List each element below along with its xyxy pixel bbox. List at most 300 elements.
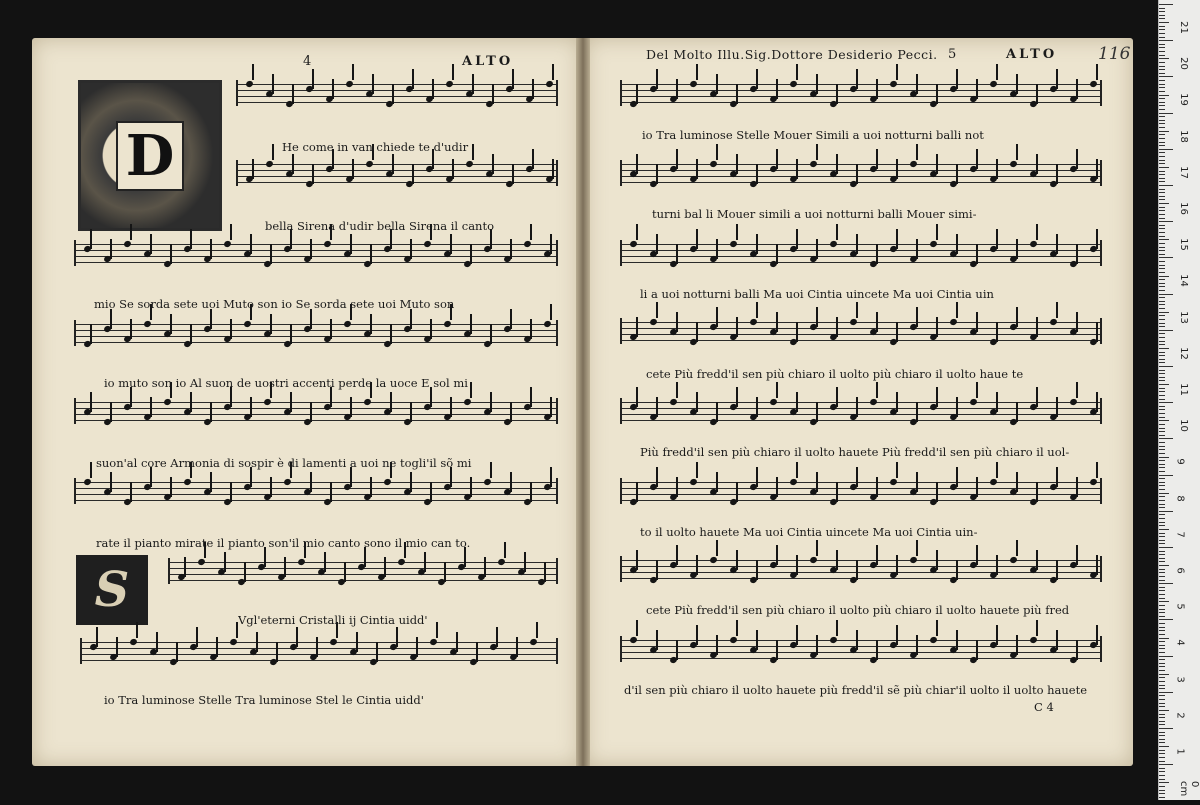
note-stem [656,164,658,184]
note-stem [796,392,798,412]
note-stem [856,234,858,254]
note-stem [290,324,292,344]
note-stem [90,324,92,344]
note-stem [230,319,232,339]
note-stem [1016,472,1018,492]
ruler-tick [1159,221,1173,222]
note-stem [396,627,398,647]
ruler-label: 2 [1174,712,1186,719]
note-stem [996,229,998,249]
ruler-tick [1159,511,1173,512]
note-head [323,240,332,248]
lyric-line: bella Sirena d'udir bella Sirena il canto [265,219,495,233]
note-stem [110,472,112,492]
initial-d-letter: D [116,121,185,191]
ruler-tick [1159,228,1165,229]
note-stem [716,472,718,492]
note-head [1009,160,1018,168]
note-head [523,240,532,248]
note-stem [530,319,532,339]
note-stem [716,635,718,655]
ruler-tick [1159,127,1165,128]
note-stem [352,64,354,80]
note-stem [90,229,92,249]
ruler-tick [1159,728,1173,729]
note-stem [976,149,978,169]
note-stem [1096,159,1098,179]
note-stem [510,309,512,329]
note-stem [696,64,698,80]
note-stem [470,314,472,334]
ruler-tick [1159,641,1165,642]
ruler-tick [1159,453,1165,454]
note-stem [676,244,678,264]
note-stem [836,482,838,502]
note-stem [110,239,112,259]
ruler-tick [1159,547,1173,548]
signature-mark: C 4 [1034,700,1054,714]
ruler-tick [1159,319,1165,320]
ruler-label: 8 [1174,494,1186,502]
ruler-tick [1159,225,1165,226]
note-stem [1096,322,1098,342]
note-stem [856,467,858,487]
note-stem [1076,79,1078,99]
ruler-tick [1159,160,1165,161]
note-head [889,478,898,486]
note-stem [250,397,252,417]
ruler-tick [1159,525,1165,526]
note-head [989,80,998,88]
ruler-tick [1159,51,1165,52]
note-head [463,398,472,406]
note-stem [956,397,958,417]
note-stem [1036,84,1038,104]
note-head [545,80,554,88]
ruler-label: 14 [1177,274,1189,288]
ruler-tick [1159,95,1169,96]
ruler-tick [1159,663,1165,664]
lyric-line: mio Se sorda sete uoi Muto son io Se sorda sete uoi Muto son [94,297,455,311]
note-stem [444,562,446,582]
note-head [929,240,938,248]
note-stem [636,482,638,502]
ruler-tick [1159,178,1165,179]
ruler-tick [1159,482,1165,483]
ruler-tick [1159,109,1165,110]
lyric-line: cete Più fredd'il sen più chiaro il uolto più chiaro il uolto haue te [646,367,1024,381]
note-stem [1076,382,1078,398]
note-stem [216,637,218,657]
ruler-tick [1159,123,1165,124]
ruler-tick [1159,659,1165,660]
ruler-tick [1159,272,1165,273]
ruler-tick [1159,359,1165,360]
decorated-initial-s: S [76,555,148,625]
ruler-tick [1159,105,1165,106]
ruler-tick [1159,312,1169,313]
note-stem [756,69,758,89]
note-stem [450,397,452,417]
lyric-line: io Tra luminose Stelle Mouer Simili a uoi notturni balli not [642,128,984,142]
note-stem [716,307,718,327]
note-stem [896,64,898,80]
right-page-header: Del Molto Illu.Sig.Dottore Desiderio Pecci. [646,47,938,62]
right-voice-label: ALTO [1006,47,1058,62]
note-stem [516,637,518,657]
note-head [1089,80,1098,88]
note-stem [876,640,878,660]
note-stem [736,224,738,240]
ruler-tick [1159,699,1165,700]
ruler-tick [1159,587,1165,588]
note-head [229,638,238,646]
note-head [769,398,778,406]
note-stem [656,69,658,89]
note-stem [896,159,898,179]
note-stem [410,239,412,259]
note-head [949,318,958,326]
ruler-tick [1159,561,1165,562]
note-stem [310,309,312,329]
note-stem [816,144,818,160]
note-stem [230,224,232,240]
note-stem [432,79,434,99]
note-stem [636,387,638,407]
ruler-tick [1159,786,1165,787]
note-stem [1096,229,1098,249]
ruler-tick [1159,424,1165,425]
ruler-tick [1159,373,1165,374]
ruler-label: 6 [1174,567,1186,574]
note-stem [876,382,878,398]
ruler-tick [1159,4,1173,5]
note-stem [856,397,858,417]
note-stem [456,632,458,652]
note-stem [856,302,858,318]
ruler-tick [1159,648,1165,649]
note-stem [476,642,478,662]
staff [168,558,558,584]
ruler-tick [1159,623,1165,624]
ruler-tick [1159,399,1165,400]
note-stem [510,402,512,422]
note-stem [676,312,678,332]
ruler-tick [1159,243,1165,244]
note-head [243,320,252,328]
ruler-tick [1159,565,1169,566]
staff [236,80,558,106]
ruler-tick [1159,26,1165,27]
note-stem [776,545,778,565]
note-stem [224,552,226,572]
note-head [789,80,798,88]
note-stem [136,622,138,638]
ruler-tick [1159,685,1165,686]
ruler-tick [1159,171,1165,172]
note-stem [550,467,552,487]
ruler-tick [1159,18,1165,19]
note-stem [776,640,778,660]
note-stem [130,319,132,339]
note-stem [1016,635,1018,655]
ruler-label: 10 [1177,419,1189,433]
ruler-tick [1159,391,1165,392]
note-stem [1016,307,1018,327]
note-stem [490,324,492,344]
ruler-tick [1159,471,1165,472]
note-stem [736,84,738,104]
ruler-tick [1159,185,1173,186]
note-head [809,160,818,168]
note-stem [936,224,938,240]
note-stem [716,144,718,160]
note-stem [656,234,658,254]
note-stem [1056,630,1058,650]
note-stem [636,550,638,570]
note-stem [656,302,658,318]
note-stem [816,472,818,492]
ruler-tick [1159,102,1165,103]
ruler-tick [1159,417,1165,418]
staff [620,636,1102,662]
note-stem [384,557,386,577]
ruler-tick [1159,315,1165,316]
note-stem [1016,239,1018,259]
lyric-line: li a uoi notturni balli Ma uoi Cintia uincete Ma uoi Cintia uin [640,287,994,301]
note-stem [292,154,294,174]
note-head [83,478,92,486]
note-stem [1076,640,1078,660]
note-head [729,636,738,644]
note-stem [856,69,858,89]
note-head [283,478,292,486]
note-stem [210,239,212,259]
ruler-tick [1159,344,1165,345]
ruler-tick [1159,409,1165,410]
note-stem [796,555,798,575]
note-head [543,320,552,328]
note-stem [1096,625,1098,645]
ruler-label: 7 [1174,531,1186,538]
note-stem [936,550,938,570]
note-stem [936,317,938,337]
ruler-label: 5 [1174,603,1186,610]
ruler-tick [1159,174,1165,175]
note-stem [836,154,838,174]
note-stem [550,397,552,417]
note-stem [410,402,412,422]
note-stem [130,224,132,240]
ruler-tick [1159,145,1165,146]
note-head [669,398,678,406]
ruler-tick [1159,40,1173,41]
note-head [397,558,406,566]
folio-number: 116 [1098,44,1131,64]
ruler-tick [1159,764,1173,765]
ruler-tick [1159,87,1165,88]
ruler-label: 20 [1177,57,1189,71]
note-stem [1016,402,1018,422]
note-stem [170,244,172,264]
note-stem [1056,234,1058,254]
note-stem [332,79,334,99]
staff [74,398,558,424]
ruler-tick [1159,601,1169,602]
ruler-tick [1159,460,1165,461]
ruler-tick [1159,529,1169,530]
note-stem [1036,550,1038,570]
ruler-tick [1159,337,1165,338]
ruler-tick [1159,33,1165,34]
note-stem [392,154,394,174]
ruler-tick [1159,735,1165,736]
ruler-tick [1159,638,1169,639]
note-stem [696,555,698,575]
ruler-tick [1159,522,1165,523]
note-stem [956,69,958,89]
ruler-tick [1159,536,1165,537]
note-stem [1016,540,1018,556]
note-stem [150,397,152,417]
note-stem [1036,620,1038,636]
note-stem [116,637,118,657]
ruler-tick [1159,131,1169,132]
ruler-tick [1159,11,1165,12]
ruler-tick [1159,442,1165,443]
ruler-tick [1159,750,1165,751]
note-head [909,160,918,168]
ruler-tick [1159,677,1165,678]
ruler-tick [1159,554,1165,555]
ruler-tick [1159,420,1169,421]
ruler-tick [1159,605,1165,606]
note-stem [896,392,898,412]
note-stem [250,467,252,487]
note-stem [1076,545,1078,565]
note-stem [756,467,758,487]
ruler-tick [1159,163,1165,164]
note-stem [430,319,432,339]
note-stem [816,239,818,259]
ruler-tick [1159,366,1173,367]
note-stem [976,244,978,264]
note-stem [312,164,314,184]
note-stem [676,545,678,565]
ruler-tick [1159,149,1173,150]
note-stem [776,244,778,264]
ruler-tick [1159,446,1165,447]
note-stem [716,239,718,259]
ruler-tick [1159,757,1165,758]
ruler-tick [1159,294,1173,295]
staff [620,398,1102,424]
ruler-tick [1159,254,1165,255]
note-stem [776,149,778,169]
note-stem [716,74,718,94]
note-stem [796,462,798,478]
note-stem [410,309,412,329]
note-stem [876,149,878,169]
note-stem [470,244,472,264]
note-stem [696,322,698,342]
note-stem [492,154,494,174]
ruler-tick [1159,674,1169,675]
staff [74,240,558,266]
note-stem [130,387,132,407]
note-stem [656,560,658,580]
ruler-tick [1159,413,1165,414]
ruler-tick [1159,44,1165,45]
note-stem [756,164,758,184]
note-stem [916,540,918,556]
note-stem [230,387,232,407]
note-head [1089,478,1098,486]
ruler-tick [1159,703,1165,704]
note-stem [512,164,514,184]
note-stem [170,477,172,497]
note-stem [296,627,298,647]
note-head [265,160,274,168]
ruler-tick [1159,710,1169,711]
note-stem [410,472,412,492]
lyric-line: rate il pianto mirate il pianto son'il mio canto sono il mio can to. [96,536,471,550]
note-stem [130,482,132,502]
note-stem [656,630,658,650]
note-stem [510,472,512,492]
note-stem [290,392,292,412]
note-stem [776,79,778,99]
ruler-tick [1159,612,1165,613]
ruler-tick [1159,580,1165,581]
note-head [497,558,506,566]
staff [74,320,558,346]
note-stem [636,620,638,636]
note-stem [776,382,778,398]
note-stem [430,482,432,502]
note-stem [996,159,998,179]
ruler-tick [1159,485,1165,486]
staff [620,556,1102,582]
ruler-tick [1159,37,1165,38]
ruler-tick [1159,279,1165,280]
note-head [789,478,798,486]
note-stem [696,229,698,249]
note-stem [96,627,98,647]
note-stem [1036,387,1038,407]
staff [620,80,1102,106]
ruler-tick [1159,297,1165,298]
ruler-tick [1159,431,1165,432]
ruler-label: 0 cm [1178,781,1200,797]
ruler-tick [1159,504,1165,505]
lyric-line: cete Più fredd'il sen più chiaro il uolto più chiaro il uolto hauete più fred [646,603,1070,617]
ruler-tick [1159,323,1165,324]
note-stem [412,164,414,184]
note-stem [390,392,392,412]
book-gutter [576,38,590,766]
note-head [869,398,878,406]
ruler-tick [1159,55,1165,56]
ruler-tick [1159,616,1165,617]
note-stem [996,322,998,342]
note-stem [156,632,158,652]
note-stem [976,79,978,99]
ruler-tick [1159,457,1169,458]
note-stem [424,552,426,572]
note-stem [916,635,918,655]
ruler-tick [1159,286,1165,287]
